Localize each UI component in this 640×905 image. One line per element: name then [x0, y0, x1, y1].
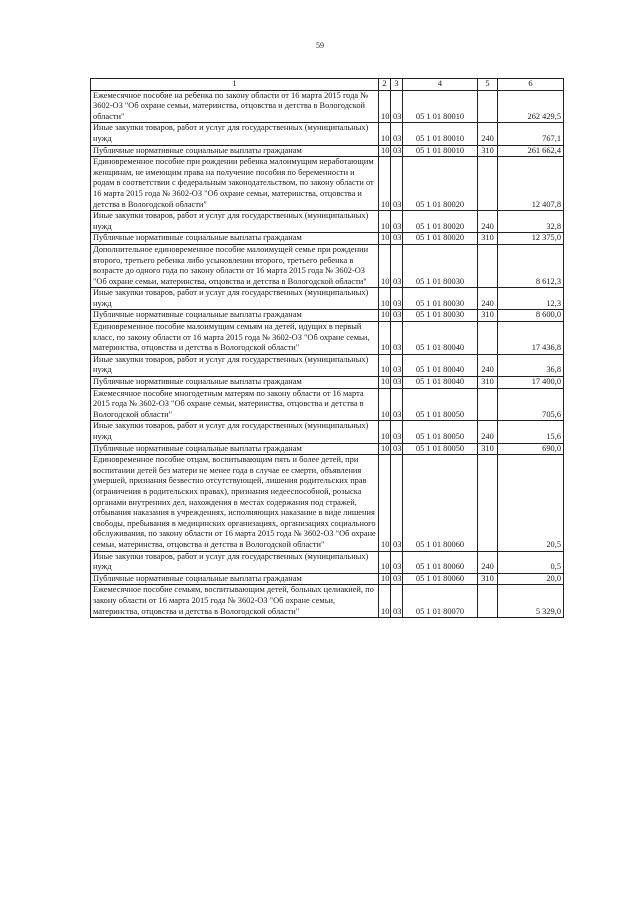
- cell-name: Ежемесячное пособие семьям, воспитывающим детей, больных целиакией, по закону области от 16 марта 2015 года № 3602-ОЗ "Об охране семьи, материнства, отцовства и детства в Вологодской области": [91, 585, 379, 618]
- cell-target-article: 05 1 01 80020: [403, 157, 478, 211]
- cell-amount: 705,6: [498, 388, 564, 421]
- cell-expense-type: [478, 585, 498, 618]
- table-row: [91, 244, 564, 287]
- cell-target-article: 05 1 01 80020: [403, 233, 478, 245]
- table-row: [91, 354, 564, 376]
- cell-section: 10: [379, 354, 391, 376]
- cell-name: Единовременное пособие при рождении ребенка малоимущим неработающим женщинам, не имеющим права на получение пособия по беременности и родам в соответствии с федеральным законодательством, по закону области от 16 марта 2015 года № 3602-ОЗ "Об охране семьи, материнства, отцовства и детства в Вологодской области": [91, 157, 379, 211]
- header-col-6: 6: [498, 79, 564, 91]
- cell-target-article: 05 1 01 80040: [403, 354, 478, 376]
- cell-target-article: 05 1 01 80030: [403, 310, 478, 322]
- cell-expense-type: 240: [478, 123, 498, 145]
- cell-expense-type: [478, 455, 498, 551]
- cell-expense-type: [478, 90, 498, 123]
- cell-name: Публичные нормативные социальные выплаты гражданам: [91, 573, 379, 585]
- cell-expense-type: [478, 244, 498, 287]
- cell-amount: 261 662,4: [498, 145, 564, 157]
- cell-subsection: 03: [391, 288, 403, 310]
- cell-section: 10: [379, 310, 391, 322]
- cell-section: 10: [379, 145, 391, 157]
- cell-section: 10: [379, 90, 391, 123]
- cell-name: Единовременное пособие малоимущим семьям на детей, идущих в первый класс, по закону области от 16 марта 2015 года № 3602-ОЗ "Об охране семьи, материнства, отцовства и детства в Вологодской области": [91, 322, 379, 355]
- cell-expense-type: [478, 388, 498, 421]
- cell-section: 10: [379, 233, 391, 245]
- cell-amount: 32,8: [498, 211, 564, 233]
- cell-target-article: 05 1 01 80050: [403, 421, 478, 443]
- cell-subsection: 03: [391, 443, 403, 455]
- cell-amount: 0,5: [498, 551, 564, 573]
- cell-section: 10: [379, 455, 391, 551]
- budget-table: [90, 78, 564, 618]
- cell-subsection: 03: [391, 233, 403, 245]
- cell-name: Дополнительное единовременное пособие малоимущей семье при рождении второго, третьего ребенка либо усыновлении второго, третьего ребенка в возрасте до одного года по закону области от 16 марта 2015 года № 3602-ОЗ "Об охране семьи, материнства, отцовства и детства в Вологодской области": [91, 244, 379, 287]
- cell-target-article: 05 1 01 80020: [403, 211, 478, 233]
- cell-target-article: 05 1 01 80050: [403, 388, 478, 421]
- cell-subsection: 03: [391, 90, 403, 123]
- cell-name: Публичные нормативные социальные выплаты гражданам: [91, 377, 379, 389]
- table-row: [91, 90, 564, 123]
- cell-target-article: 05 1 01 80010: [403, 90, 478, 123]
- cell-section: 10: [379, 421, 391, 443]
- cell-subsection: 03: [391, 455, 403, 551]
- cell-name: Иные закупки товаров, работ и услуг для государственных (муниципальных) нужд: [91, 354, 379, 376]
- cell-target-article: 05 1 01 80060: [403, 573, 478, 585]
- cell-section: 10: [379, 322, 391, 355]
- cell-target-article: 05 1 01 80050: [403, 443, 478, 455]
- cell-expense-type: 240: [478, 288, 498, 310]
- table-row: [91, 388, 564, 421]
- cell-expense-type: [478, 157, 498, 211]
- table-row: [91, 157, 564, 211]
- cell-amount: 17 400,0: [498, 377, 564, 389]
- cell-name: Иные закупки товаров, работ и услуг для государственных (муниципальных) нужд: [91, 421, 379, 443]
- cell-amount: 20,5: [498, 455, 564, 551]
- cell-amount: 20,0: [498, 573, 564, 585]
- table-body: [91, 90, 564, 618]
- cell-expense-type: 310: [478, 573, 498, 585]
- cell-name: Единовременное пособие отцам, воспитывающим пять и более детей, при воспитании детей без матери не менее года в случае ее смерти, объявления умершей, признания безвестно отсутствующей, лишения родительских прав (ограничения в родительских правах), признания недееспособной, розыска органами внутренних дел, нахождения в местах содержания под стражей, отбывания наказания в учреждениях, исполняющих наказание в виде лишения свободы, пребывания в медицинских организациях, организациях социального обслуживания, по закону области от 16 марта 2015 года № 3602-ОЗ "Об охране семьи, материнства, отцовства и детства в Вологодской области": [91, 455, 379, 551]
- cell-expense-type: 240: [478, 211, 498, 233]
- cell-expense-type: 240: [478, 551, 498, 573]
- table-row: [91, 310, 564, 322]
- cell-expense-type: 240: [478, 421, 498, 443]
- table-row: [91, 233, 564, 245]
- header-col-3: 3: [391, 79, 403, 91]
- table-row: [91, 551, 564, 573]
- cell-name: Иные закупки товаров, работ и услуг для государственных (муниципальных) нужд: [91, 123, 379, 145]
- table-row: [91, 377, 564, 389]
- cell-subsection: 03: [391, 145, 403, 157]
- cell-name: Иные закупки товаров, работ и услуг для государственных (муниципальных) нужд: [91, 551, 379, 573]
- header-col-4: 4: [403, 79, 478, 91]
- cell-target-article: 05 1 01 80060: [403, 551, 478, 573]
- cell-subsection: 03: [391, 421, 403, 443]
- cell-name: Иные закупки товаров, работ и услуг для государственных (муниципальных) нужд: [91, 288, 379, 310]
- cell-name: Ежемесячное пособие многодетным матерям по закону области от 16 марта 2015 года № 3602-ОЗ "Об охране семьи, материнства, отцовства и детства в Вологодской области": [91, 388, 379, 421]
- cell-name: Публичные нормативные социальные выплаты гражданам: [91, 233, 379, 245]
- cell-subsection: 03: [391, 123, 403, 145]
- cell-amount: 8 612,3: [498, 244, 564, 287]
- cell-amount: 12 375,0: [498, 233, 564, 245]
- cell-name: Публичные нормативные социальные выплаты гражданам: [91, 145, 379, 157]
- cell-expense-type: 310: [478, 377, 498, 389]
- cell-target-article: 05 1 01 80010: [403, 145, 478, 157]
- cell-expense-type: 240: [478, 354, 498, 376]
- page-number: 59: [316, 41, 324, 50]
- cell-name: Публичные нормативные социальные выплаты гражданам: [91, 443, 379, 455]
- cell-section: 10: [379, 551, 391, 573]
- table-row: [91, 322, 564, 355]
- cell-subsection: 03: [391, 244, 403, 287]
- cell-subsection: 03: [391, 573, 403, 585]
- table-row: [91, 288, 564, 310]
- cell-amount: 36,8: [498, 354, 564, 376]
- cell-section: 10: [379, 573, 391, 585]
- cell-expense-type: 310: [478, 443, 498, 455]
- cell-target-article: 05 1 01 80030: [403, 244, 478, 287]
- cell-target-article: 05 1 01 80040: [403, 377, 478, 389]
- cell-amount: 262 429,5: [498, 90, 564, 123]
- cell-amount: 15,6: [498, 421, 564, 443]
- cell-section: 10: [379, 585, 391, 618]
- cell-section: 10: [379, 157, 391, 211]
- cell-expense-type: 310: [478, 233, 498, 245]
- cell-subsection: 03: [391, 157, 403, 211]
- cell-amount: 690,0: [498, 443, 564, 455]
- header-col-2: 2: [379, 79, 391, 91]
- cell-subsection: 03: [391, 211, 403, 233]
- cell-target-article: 05 1 01 80030: [403, 288, 478, 310]
- cell-subsection: 03: [391, 388, 403, 421]
- cell-expense-type: [478, 322, 498, 355]
- cell-section: 10: [379, 123, 391, 145]
- cell-section: 10: [379, 377, 391, 389]
- cell-section: 10: [379, 211, 391, 233]
- cell-subsection: 03: [391, 310, 403, 322]
- cell-subsection: 03: [391, 377, 403, 389]
- table-row: [91, 421, 564, 443]
- cell-target-article: 05 1 01 80070: [403, 585, 478, 618]
- cell-section: 10: [379, 388, 391, 421]
- cell-expense-type: 310: [478, 310, 498, 322]
- cell-expense-type: 310: [478, 145, 498, 157]
- cell-subsection: 03: [391, 354, 403, 376]
- table-row: [91, 585, 564, 618]
- cell-amount: 8 600,0: [498, 310, 564, 322]
- table-row: [91, 145, 564, 157]
- header-col-5: 5: [478, 79, 498, 91]
- cell-name: Публичные нормативные социальные выплаты гражданам: [91, 310, 379, 322]
- cell-amount: 12 407,8: [498, 157, 564, 211]
- cell-subsection: 03: [391, 551, 403, 573]
- cell-section: 10: [379, 443, 391, 455]
- table-row: [91, 123, 564, 145]
- cell-target-article: 05 1 01 80060: [403, 455, 478, 551]
- cell-amount: 767,1: [498, 123, 564, 145]
- table-row: [91, 211, 564, 233]
- cell-amount: 17 436,8: [498, 322, 564, 355]
- cell-subsection: 03: [391, 585, 403, 618]
- cell-name: Иные закупки товаров, работ и услуг для государственных (муниципальных) нужд: [91, 211, 379, 233]
- table-row: [91, 573, 564, 585]
- cell-target-article: 05 1 01 80010: [403, 123, 478, 145]
- cell-target-article: 05 1 01 80040: [403, 322, 478, 355]
- header-row: [91, 79, 564, 91]
- table-row: [91, 455, 564, 551]
- header-col-1: 1: [91, 79, 379, 91]
- cell-amount: 5 329,0: [498, 585, 564, 618]
- cell-section: 10: [379, 288, 391, 310]
- cell-subsection: 03: [391, 322, 403, 355]
- cell-name: Ежемесячное пособие на ребенка по закону области от 16 марта 2015 года № 3602-ОЗ "Об охране семьи, материнства, отцовства и детства в Вологодской области": [91, 90, 379, 123]
- cell-section: 10: [379, 244, 391, 287]
- cell-amount: 12,3: [498, 288, 564, 310]
- table-row: [91, 443, 564, 455]
